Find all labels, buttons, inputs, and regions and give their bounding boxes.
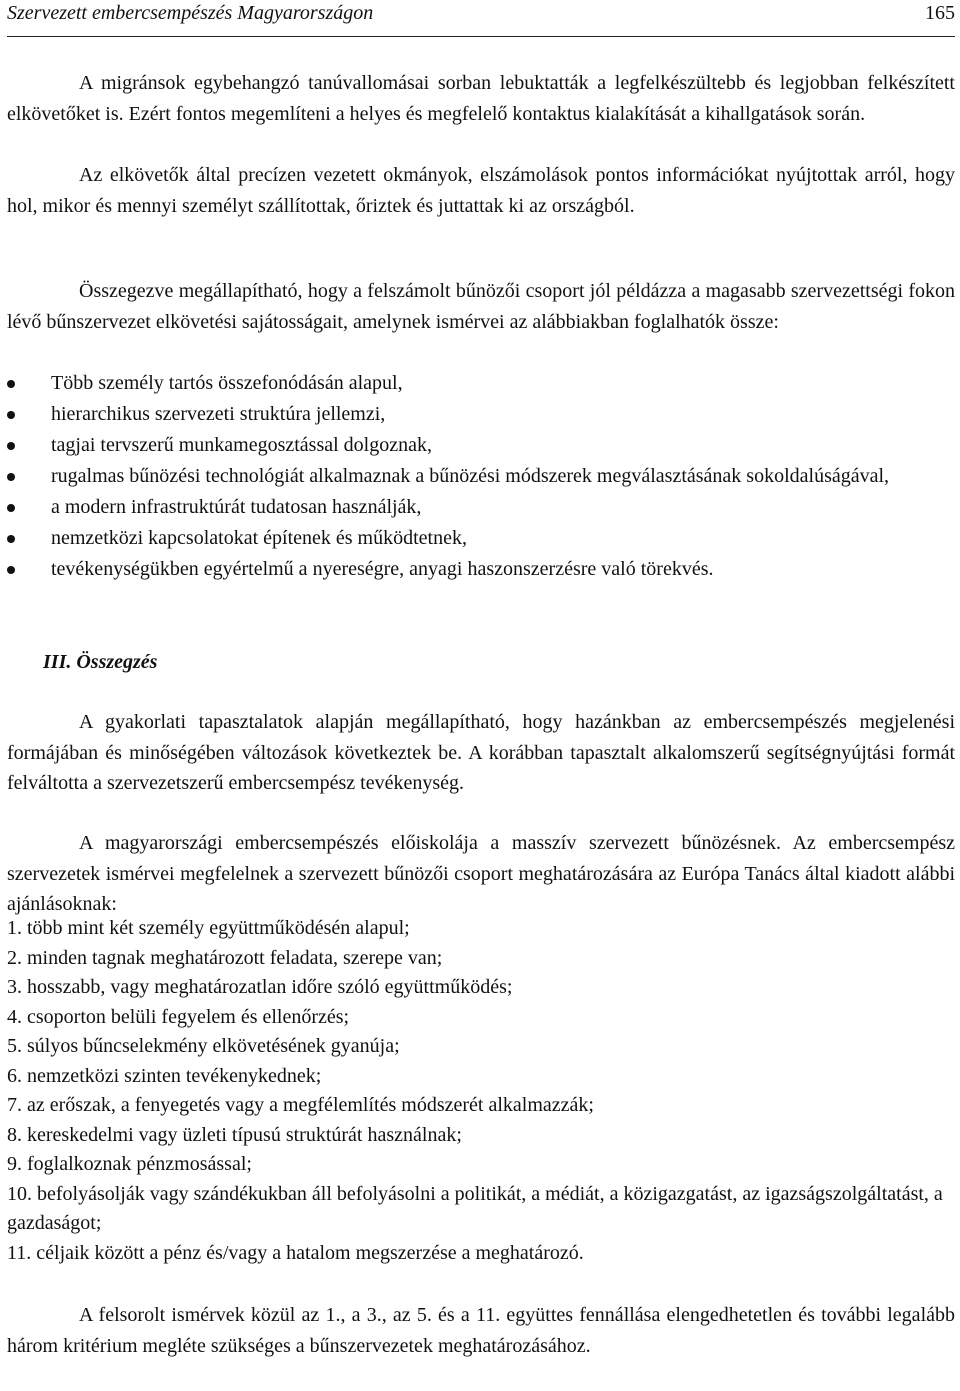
- list-item: 5. súlyos bűncselekmény elkövetésének gyanúja;: [7, 1035, 400, 1057]
- paragraph-migrants-testimony: A migránsok egybehangzó tanúvallomásai sorban lebuktatták a legfelkészültebb és legjobban felkészített elkövetőket is. Ezért fontos megemlíteni a helyes és megfelelő kontaktus kialakítását a kihallgatások során.: [7, 72, 955, 125]
- list-item: 6. nemzetközi szinten tevékenykednek;: [7, 1064, 322, 1087]
- paragraph-documents: Az elkövetők által precízen vezetett okmányok, elszámolások pontos információkat nyújtottak arról, hogy hol, mikor és mennyi személyt szállítottak, őriztek és juttattak ki az országból.: [7, 164, 955, 217]
- page-header: [7, 0, 955, 37]
- list-item: 7. az erőszak, a fenyegetés vagy a megfélemlítés módszerét alkalmazzák;: [7, 1094, 594, 1116]
- list-item: Több személy tartós összefonódásán alapul,: [7, 368, 955, 399]
- list-item: a modern infrastruktúrát tudatosan használják,: [7, 492, 955, 523]
- list-item: nemzetközi kapcsolatokat építenek és működtetnek,: [7, 523, 955, 554]
- criteria-list: [7, 914, 955, 1268]
- list-item: 11. céljaik között a pénz és/vagy a hatalom megszerzése a meghatározó.: [7, 1241, 584, 1264]
- list-item: tevékenységükben egyértelmű a nyereségre, anyagi haszonszerzésre való törekvés.: [7, 554, 955, 585]
- bullet-icon: [7, 442, 15, 450]
- bullet-icon: [7, 411, 15, 419]
- list-item: 2. minden tagnak meghatározott feladata, szerepe van;: [7, 946, 443, 969]
- list-item: 9. foglalkoznak pénzmosással;: [7, 1153, 252, 1175]
- list-item: rugalmas bűnözési technológiát alkalmaznak a bűnözési módszerek megválasztásának sokoldalúságával,: [7, 461, 955, 492]
- bullet-icon: [7, 504, 15, 512]
- paragraph-summary-intro: Összegezve megállapítható, hogy a felszámolt bűnözői csoport jól példázza a magasabb szervezettségi fokon lévő bűnszervezet elkövetési sajátosságait, amelynek ismérvei az alábbiakban foglalhatók össze:: [7, 280, 955, 333]
- paragraph-organized-crime: A magyarországi embercsempészés előiskolája a masszív szervezett bűnözésnek. Az embercsempész szervezetek ismérvei megfelelnek a szervezett bűnözői csoport meghatározására az Európa Tanács által kiadott alábbi ajánlásoknak:: [7, 832, 955, 915]
- paragraph-practical-experience: A gyakorlati tapasztalatok alapján megállapítható, hogy hazánkban az embercsempészés megjelenési formájában és minőségében változások következtek be. A korábban tapasztalt alkalomszerű segítségnyújtási formát felváltotta a szervezetszerű embercsempész tevékenység.: [7, 711, 955, 794]
- list-item: 10. befolyásolják vagy szándékukban áll befolyásolni a politikát, a médiát, a közigazgatást, az igazságszolgáltatást, a gazdaságot;: [7, 1182, 943, 1234]
- characteristics-list: [7, 368, 955, 585]
- paragraph-closing: A felsorolt ismérvek közül az 1., a 3., az 5. és a 11. együttes fennállása elengedhetetlen és további legalább három kritérium megléte szükséges a bűnszervezetek meghatározásához.: [7, 1304, 955, 1357]
- bullet-icon: [7, 473, 15, 481]
- list-item: tagjai tervszerű munkamegosztással dolgoznak,: [7, 430, 955, 461]
- page-number: 165: [925, 2, 955, 24]
- section-heading: III. Összegzés: [43, 651, 158, 673]
- list-item: hierarchikus szervezeti struktúra jellemzi,: [7, 399, 955, 430]
- bullet-icon: [7, 566, 15, 574]
- list-item: 8. kereskedelmi vagy üzleti típusú struktúrát használnak;: [7, 1123, 462, 1146]
- running-title: Szervezett embercsempészés Magyarországon: [7, 2, 374, 24]
- list-item: 4. csoporton belüli fegyelem és ellenőrzés;: [7, 1005, 350, 1028]
- bullet-icon: [7, 535, 15, 543]
- list-item: 3. hosszabb, vagy meghatározatlan időre szóló együttműködés;: [7, 976, 513, 998]
- bullet-icon: [7, 380, 15, 388]
- list-item: 1. több mint két személy együttműködésén alapul;: [7, 917, 410, 939]
